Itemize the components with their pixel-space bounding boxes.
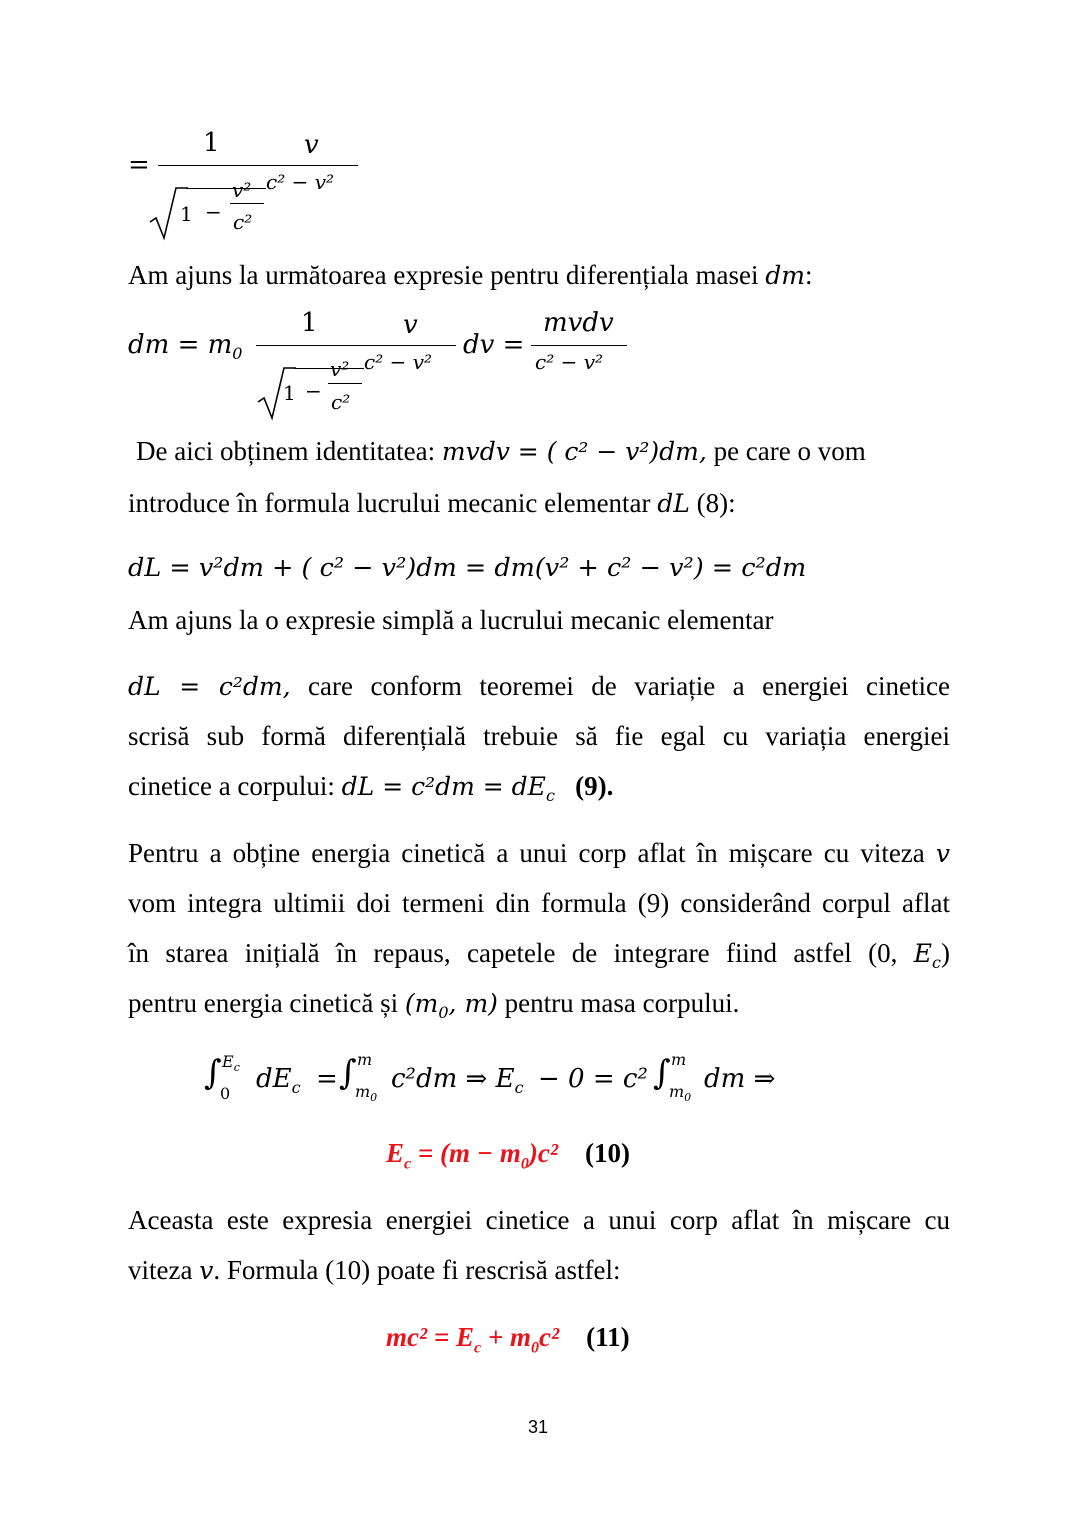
integral-upper: m <box>671 1050 687 1069</box>
equation-11 <box>386 1324 630 1356</box>
paragraph-identity <box>136 438 866 465</box>
text: cinetice a corpului: <box>128 771 335 801</box>
numerator-v: v <box>403 310 418 340</box>
denominator: c² − v² <box>266 170 335 194</box>
term-dm-implies: dm ⇒ <box>704 1064 776 1094</box>
text: ) <box>941 938 950 968</box>
math-dL-c2dm: dL = c²dm, <box>128 672 291 701</box>
term-minus-zero: − 0 = c² <box>538 1064 648 1094</box>
t2: c²dm ⇒ E <box>391 1064 515 1094</box>
math-identity: mvdv = ( c² − v²)dm, <box>441 437 707 466</box>
text: viteza <box>128 1255 193 1285</box>
integral-upper: m <box>357 1050 373 1069</box>
inner-fraction-bar <box>230 203 264 204</box>
b-sub: 0 <box>530 1339 539 1357</box>
numerator-mvdv: mvdv <box>543 308 614 338</box>
denominator: c² − v² <box>535 350 604 374</box>
lower-sub: 0 <box>684 1091 692 1105</box>
radical-minus: − <box>305 379 322 403</box>
radical-bar <box>186 188 266 189</box>
numerator-v: v <box>304 130 319 160</box>
math-dm: dm <box>765 261 805 290</box>
paragraph-theorem-line1 <box>128 673 950 700</box>
equals-sign: = <box>316 1064 338 1094</box>
math-E: E <box>913 939 933 968</box>
upper-sub: c <box>233 1061 240 1075</box>
a-sub: c <box>404 1155 412 1173</box>
numerator-one: 1 <box>301 308 318 338</box>
text: care conform teoremei de variație a energiei cinetice <box>308 671 950 701</box>
c: )c² <box>528 1138 558 1168</box>
equation-ref-10: (10) <box>584 1138 630 1168</box>
text: pe care o vom <box>713 436 866 466</box>
radical-numerator: v² <box>232 178 252 202</box>
radical-numerator: v² <box>330 357 350 381</box>
radical-minus: − <box>205 200 222 224</box>
lhs-text: dm = m <box>128 330 233 360</box>
subscript: 0 <box>438 1003 449 1022</box>
paragraph-integrate-line2: vom integra ultimii doi termeni din formula (9) considerând corpul aflat <box>128 888 950 918</box>
fraction-bar <box>531 345 627 346</box>
integral-lower <box>669 1082 692 1105</box>
t1-sub: c <box>291 1078 301 1098</box>
math-energy-eq: dL = c²dm = dE <box>341 772 546 801</box>
radical-one: 1 <box>180 202 193 226</box>
c: c² <box>538 1322 560 1352</box>
math-m: (m <box>404 989 439 1018</box>
integral-lower: 0 <box>220 1084 231 1103</box>
fraction-bar <box>158 165 262 166</box>
text: De aici obținem identitatea: <box>136 436 436 466</box>
integral-sign-icon: ∫ <box>204 1053 222 1093</box>
equation-11-body <box>386 1322 560 1357</box>
numerator-one: 1 <box>203 128 220 158</box>
text: în starea inițială în repaus, capetele de integrare fiind astfel (0, <box>128 938 898 968</box>
text: : <box>804 260 813 290</box>
text: pentru energia cinetică și <box>128 988 399 1018</box>
equation-10-body <box>386 1138 558 1173</box>
a-sub: c <box>473 1339 482 1357</box>
b: = (m − m <box>417 1138 521 1168</box>
lower: m <box>355 1082 371 1101</box>
fraction-bar <box>360 345 456 346</box>
radical-one: 1 <box>283 381 296 405</box>
text: pentru masa corpului. <box>504 988 740 1018</box>
paragraph-simple-expression: Am ajuns la o expresie simplă a lucrului mecanic elementar <box>128 605 774 635</box>
paragraph-integrate-line3 <box>128 940 950 971</box>
paragraph-theorem-line2: scrisă sub formă diferențială trebuie să fie egal cu variația energiei <box>128 721 950 751</box>
paragraph-expression-line1: Aceasta este expresia energiei cinetice a unui corp aflat în mișcare cu <box>128 1205 950 1235</box>
a: mc² = E <box>386 1322 474 1352</box>
radical-denominator: c² <box>233 210 253 234</box>
a: E <box>386 1138 405 1168</box>
t2-sub: c <box>514 1078 524 1098</box>
math-v: v <box>935 839 950 868</box>
t1: dE <box>256 1064 292 1094</box>
math-m2: , m) <box>448 989 498 1018</box>
term-dEc <box>256 1066 301 1096</box>
b: + m <box>487 1322 531 1352</box>
integral-upper <box>222 1052 240 1075</box>
lhs-sub: 0 <box>232 344 243 364</box>
lower-sub: 0 <box>370 1091 378 1105</box>
upper: E <box>222 1052 234 1071</box>
math-v: v <box>199 1256 214 1285</box>
paragraph-integrate-line1 <box>128 840 950 867</box>
term-c2dm <box>391 1066 524 1096</box>
math-dL: dL <box>657 489 690 518</box>
inner-fraction-bar <box>328 383 362 384</box>
text: (8): <box>696 488 736 518</box>
radical-denominator: c² <box>331 390 351 414</box>
text: Am ajuns la următoarea expresie pentru diferențiala masei <box>128 260 759 290</box>
paragraph-theorem-line3 <box>128 773 613 804</box>
integral-lower <box>355 1082 378 1105</box>
dv-equals: dv = <box>463 330 525 360</box>
equation-ref-9: (9). <box>575 771 614 801</box>
integral-sign-icon: ∫ <box>339 1053 357 1093</box>
equation-ref-11: (11) <box>586 1322 630 1352</box>
denominator: c² − v² <box>364 350 433 374</box>
lhs <box>128 332 242 362</box>
subscript: c <box>932 953 941 972</box>
paragraph-expression-line2 <box>128 1257 620 1284</box>
paragraph-integrate-line4 <box>128 990 739 1021</box>
equals-sign: = <box>128 150 150 180</box>
text: Pentru a obține energia cinetică a unui corp aflat în mișcare cu viteza <box>128 838 925 868</box>
subscript: c <box>545 786 555 805</box>
paragraph-introduce <box>128 490 736 517</box>
b-sub: 0 <box>520 1155 529 1173</box>
text: . Formula (10) poate fi rescrisă astfel: <box>213 1255 621 1285</box>
equation-10 <box>386 1140 630 1172</box>
text: introduce în formula lucrului mecanic elementar <box>128 488 651 518</box>
paragraph-mass-differential <box>128 262 812 289</box>
fraction-bar <box>262 165 358 166</box>
equation-dL: dL = v²dm + ( c² − v²)dm = dm(v² + c² − v²) = c²dm <box>128 553 807 583</box>
page-number: 31 <box>528 1417 549 1437</box>
lower: m <box>669 1082 685 1101</box>
radical-bar <box>294 368 364 369</box>
integral-sign-icon: ∫ <box>653 1053 671 1093</box>
fraction-bar <box>256 345 360 346</box>
